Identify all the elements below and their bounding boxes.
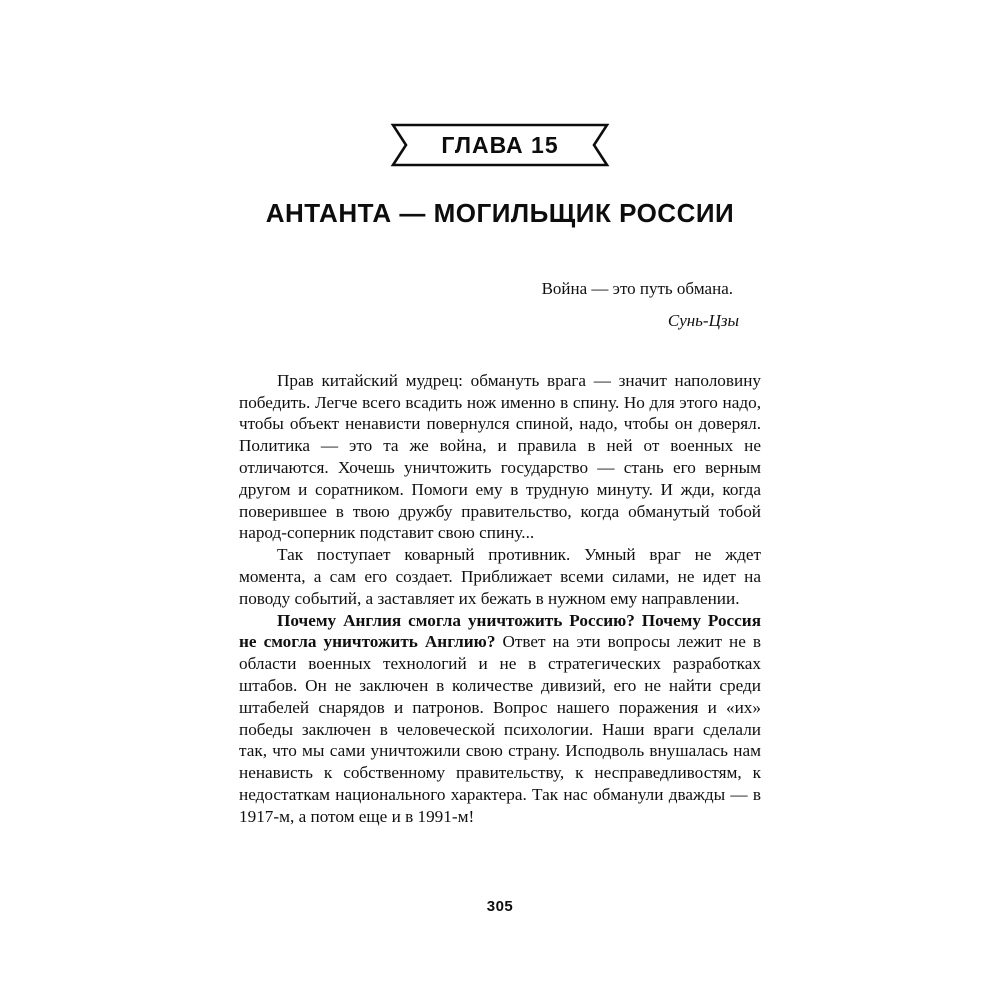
- body-paragraph-3-rest: Ответ на эти вопросы лежит не в области военных технологий и не в стратегических разработках штабов. Он не заключен в количестве дивизий, его не найти среди штабелей снарядов и патронов. Вопрос нашего поражения и «их» победы заключен в человеческой психологии. Наши враги сделали так, что мы сами уничтожили свою страну. Исподволь внушалась нам ненависть к собственному правительству, к несправедливостям, к недостаткам национального характера. Так нас обманули дважды — в 1917-м, а потом еще и в 1991-м!: [239, 632, 762, 826]
- body-paragraph-3-bold-lead: Почему Англия смогла уничтожить Россию? Почему Россия не смогла уничтожить Англию?: [239, 610, 761, 652]
- chapter-label: ГЛАВА 15: [441, 131, 559, 158]
- page-number: 305: [486, 898, 514, 915]
- body-paragraph-1: Прав китайский мудрец: обмануть врага — значит наполовину победить. Легче всего всадить нож именно в спину. Но для этого надо, чтобы объект ненависти повернулся спиной, надо, чтобы он доверял. Политика — это та же война, и правила в ней от военных не отличаются. Хочешь уничтожить государство — стань его верным другом и соратником. Помоги ему в трудную минуту. И жди, когда поверившее в твою дружбу правительство, когда обманутый тобой народ-соперник подставит свою спину...: [239, 370, 761, 543]
- epigraph-quote: Война — это путь обмана.: [541, 279, 733, 298]
- text-column: [239, 279, 761, 828]
- epigraph-author: Сунь-Цзы: [667, 311, 739, 331]
- body-text: [239, 370, 761, 828]
- epigraph: [239, 279, 761, 332]
- body-paragraph-3: [239, 610, 761, 828]
- chapter-title: АНТАНТА — МОГИЛЬЩИК РОССИИ: [265, 198, 735, 228]
- chapter-banner: [388, 122, 612, 168]
- body-paragraph-2: Так поступает коварный противник. Умный враг не ждет момента, а сам его создает. Приближает всеми силами, не идет на поводу событий, а заставляет их бежать в нужном ему направлении.: [239, 545, 761, 608]
